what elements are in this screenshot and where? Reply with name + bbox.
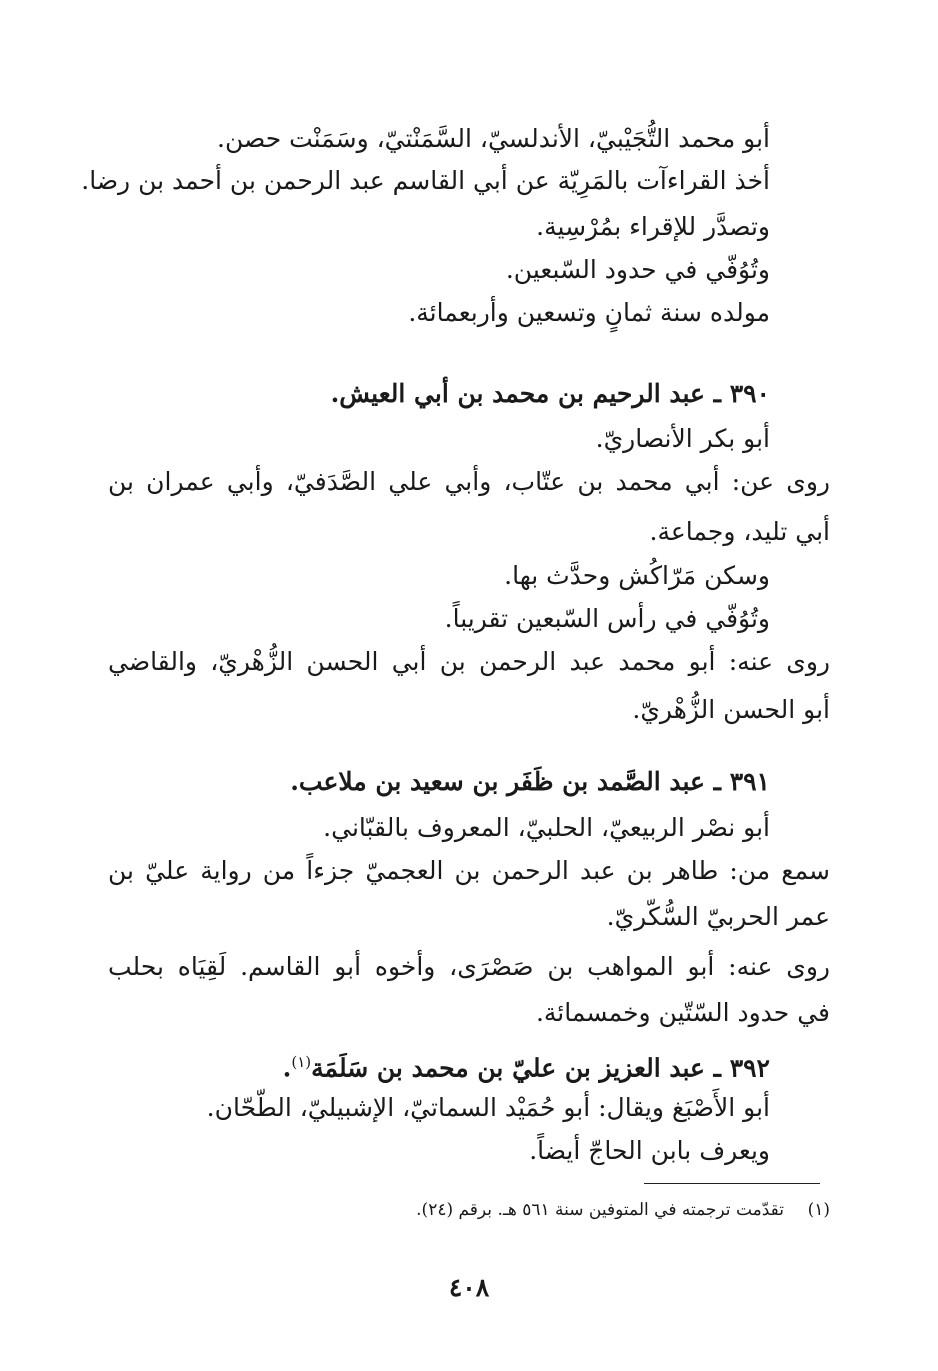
entry-389-line-1: أبو محمد التُّجَيْبيّ، الأندلسيّ، السَّمَنْتيّ، وسَمَنْت حصن. bbox=[217, 124, 770, 153]
entry-389-line-2: أخذ القراءآت بالمَرِيّة عن أبي القاسم عبد الرحمن بن أحمد بن رضا. bbox=[81, 166, 770, 195]
entry-390-line-5: وتُوُفّي في رأس السّبعين تقريباً. bbox=[444, 604, 770, 633]
entry-390-heading: ٣٩٠ ـ عبد الرحيم بن محمد بن أبي العيش. bbox=[330, 379, 770, 408]
entry-392-line-2: ويعرف بابن الحاجّ أيضاً. bbox=[529, 1136, 770, 1165]
entry-392-heading bbox=[283, 1042, 770, 1088]
footnote-separator bbox=[644, 1183, 820, 1184]
footnote-reference: (١) bbox=[291, 1053, 312, 1071]
footnote bbox=[416, 1196, 830, 1224]
footnote-number: (١) bbox=[807, 1200, 830, 1220]
entry-392-line-1: أبو الأَصْبَغ ويقال: أبو حُمَيْد السماتيّ، الإشبيليّ، الطّحّان. bbox=[206, 1093, 770, 1122]
entry-389-line-4: وتُوُفّي في حدود السّبعين. bbox=[505, 255, 770, 284]
entry-390-line-6: روى عنه: أبو محمد عبد الرحمن بن أبي الحسن الزُّهْريّ، والقاضي bbox=[108, 647, 830, 676]
entry-390-line-2: روى عن: أبي محمد بن عتّاب، وأبي علي الصَّدَفيّ، وأبي عمران بن bbox=[108, 467, 830, 496]
page-number: ٤٠٨ bbox=[448, 1273, 490, 1302]
entry-391-line-2: سمع من: طاهر بن عبد الرحمن بن العجميّ جزءاً من رواية عليّ بن bbox=[108, 856, 830, 885]
entry-390-line-3: أبي تليد، وجماعة. bbox=[649, 517, 830, 546]
entry-391-line-5: في حدود السّتّين وخمسمائة. bbox=[535, 998, 830, 1027]
entry-391-line-3: عمر الحربيّ السُّكّريّ. bbox=[606, 902, 830, 931]
entry-392-heading-text: ٣٩٢ ـ عبد العزيز بن عليّ بن محمد بن سَلَمَة bbox=[311, 1053, 770, 1083]
entry-391-line-1: أبو نصْر الربيعيّ، الحلبيّ، المعروف بالقبّاني. bbox=[323, 813, 770, 842]
entry-391-heading: ٣٩١ ـ عبد الصَّمد بن ظَفَر بن سعيد بن ملاعب. bbox=[290, 767, 770, 796]
entry-390-line-7: أبو الحسن الزُّهْريّ. bbox=[632, 695, 830, 724]
footnote-text: تقدّمت ترجمته في المتوفين سنة ٥٦١ هـ. برقم (٢٤). bbox=[416, 1200, 784, 1220]
entry-390-line-4: وسكن مَرّاكُش وحدَّث بها. bbox=[504, 561, 770, 590]
entry-390-line-1: أبو بكر الأنصاريّ. bbox=[595, 424, 770, 453]
entry-389-line-5: مولده سنة ثمانٍ وتسعين وأربعمائة. bbox=[408, 298, 770, 327]
entry-391-line-4: روى عنه: أبو المواهب بن صَصْرَى، وأخوه أبو القاسم. لَقِيَاه بحلب bbox=[108, 952, 830, 981]
entry-389-line-3: وتصدَّر للإقراء بمُرْسِية. bbox=[536, 212, 770, 241]
entry-392-heading-end: . bbox=[282, 1053, 292, 1083]
